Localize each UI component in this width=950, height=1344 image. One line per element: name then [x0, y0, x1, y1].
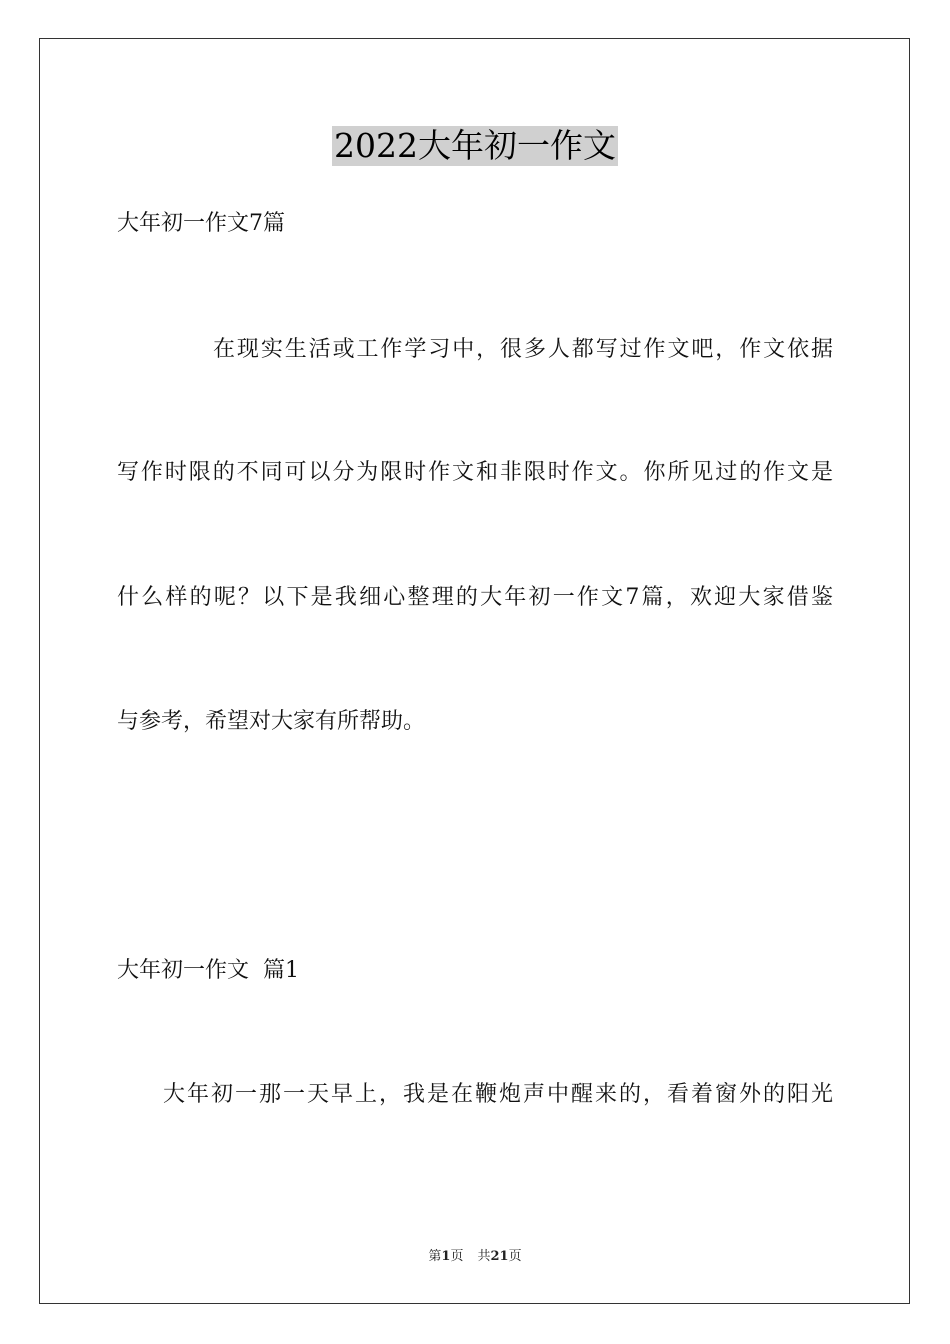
footer-page-prefix: 第: [428, 1249, 442, 1264]
footer-page-total: 21: [490, 1249, 509, 1264]
footer-page-current: 1: [441, 1249, 451, 1264]
page-footer: [0, 1248, 950, 1266]
intro-line-4: 与参考，希望对大家有所帮助。: [117, 709, 426, 734]
intro-line-1: 在现实生活或工作学习中，很多人都写过作文吧，作文依据: [213, 337, 833, 362]
footer-total-prefix: 共: [477, 1249, 491, 1264]
document-title: 2022大年初一作文: [334, 126, 616, 165]
intro-line-3: 什么样的呢？以下是我细心整理的大年初一作文7篇，欢迎大家借鉴: [117, 585, 833, 610]
document-subtitle: 大年初一作文7篇: [117, 211, 285, 236]
section-heading: 大年初一作文 篇1: [117, 958, 299, 983]
intro-line-2: 写作时限的不同可以分为限时作文和非限时作文。你所见过的作文是: [117, 460, 833, 485]
title-container: [0, 126, 950, 166]
footer-page-mid: 页: [450, 1249, 464, 1264]
section-first-line: 大年初一那一天早上，我是在鞭炮声中醒来的，看着窗外的阳光: [163, 1082, 833, 1107]
footer-total-suffix: 页: [508, 1249, 522, 1264]
